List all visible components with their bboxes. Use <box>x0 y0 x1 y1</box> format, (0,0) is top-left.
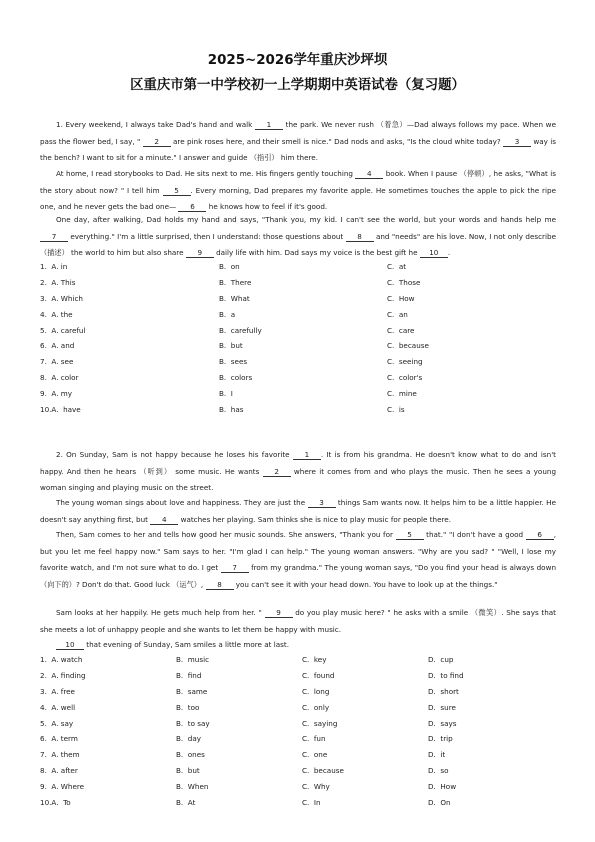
option-a[interactable]: 7. A. them <box>40 750 80 760</box>
option-c[interactable]: C. because <box>302 766 344 776</box>
option-a[interactable]: 2. A. This <box>40 277 76 287</box>
option-b[interactable]: B. carefully <box>219 325 262 335</box>
exam-title-line-1: 2025~2026学年重庆沙坪坝 <box>207 53 388 68</box>
option-c[interactable]: C. key <box>302 655 327 664</box>
option-row <box>40 703 560 719</box>
answer-blank: 7 <box>40 232 68 242</box>
answer-blank: 5 <box>163 186 191 196</box>
option-a[interactable]: 3. A. Which <box>40 293 83 303</box>
option-d[interactable]: D. sure <box>428 702 456 712</box>
passage-text: . <box>447 248 451 258</box>
option-a[interactable]: 8. A. after <box>40 766 78 776</box>
passage-2-paragraph-2 <box>40 495 556 528</box>
option-a[interactable]: 5. A. careful <box>40 325 86 335</box>
answer-blank: 3 <box>503 137 531 147</box>
option-c[interactable]: C. How <box>387 293 415 303</box>
option-row <box>40 389 560 405</box>
answer-blank: 2 <box>263 467 291 477</box>
passage-text: and "needs" are his love. Now, I not only describe （描述） the world to him but also share <box>40 231 556 258</box>
option-row <box>40 357 560 373</box>
passage-text: book. When I pause （停顿）, he asks, "What is the story about now? " I tell him <box>40 169 556 195</box>
passage-text: things Sam wants now. It helps him to be a little happier. He doesn't say anything first, but <box>40 498 556 524</box>
option-d[interactable]: D. it <box>428 750 446 760</box>
option-a[interactable]: 8. A. color <box>40 373 79 383</box>
option-c[interactable]: C. at <box>387 262 407 271</box>
option-row <box>40 262 560 278</box>
option-c[interactable]: C. fun <box>302 734 326 744</box>
option-b[interactable]: B. too <box>176 702 200 712</box>
option-row <box>40 405 560 421</box>
option-a[interactable]: 10.A. have <box>40 405 81 415</box>
option-b[interactable]: B. but <box>219 341 243 351</box>
option-c[interactable]: C. only <box>302 702 330 712</box>
option-c[interactable]: C. color's <box>387 373 423 383</box>
option-a[interactable]: 4. A. the <box>40 309 73 319</box>
answer-blank: 5 <box>396 530 424 540</box>
option-d[interactable]: D. to find <box>428 670 464 680</box>
passage-1-options <box>40 262 560 421</box>
option-c[interactable]: C. Why <box>302 782 330 792</box>
option-row <box>40 278 560 294</box>
option-b[interactable]: B. ones <box>176 750 205 760</box>
option-b[interactable]: B. There <box>219 277 252 287</box>
option-c[interactable]: C. In <box>302 798 321 808</box>
passage-text: everything." I'm a little surprised, then I understand: those questions about <box>68 231 346 241</box>
answer-blank: 1 <box>255 120 283 130</box>
option-a[interactable]: 1. A. watch <box>40 655 83 664</box>
option-c[interactable]: C. is <box>387 405 405 415</box>
passage-2-paragraph-4 <box>40 605 556 638</box>
passage-text: . It is from his grandma. He doesn't know what to do and isn't happy. And then he hears （听到） some music. He wants <box>40 450 556 476</box>
answer-blank: 4 <box>150 515 178 525</box>
option-d[interactable]: D. says <box>428 718 457 728</box>
passage-text: watches her playing. Sam thinks she is nice to play music for people there. <box>178 514 452 524</box>
answer-blank: 6 <box>178 202 206 212</box>
option-d[interactable]: D. short <box>428 686 459 696</box>
option-row <box>40 373 560 389</box>
option-b[interactable]: B. has <box>219 405 244 415</box>
option-row <box>40 687 560 703</box>
passage-text: At home, I read storybooks to Dad. He sits next to me. His fingers gently touching <box>56 169 356 178</box>
option-a[interactable]: 10.A. To <box>40 798 71 808</box>
answer-blank: 4 <box>355 169 383 179</box>
option-b[interactable]: B. I <box>219 389 233 399</box>
option-c[interactable]: C. care <box>387 325 415 335</box>
passage-text: , but you let me feel happy now." Sam says to her. "I'm glad I can help." The young woman answers. "Why are you sad? " "Well, I lose my favorite watch, and I'm not sure what to do. I get <box>40 530 556 573</box>
option-row <box>40 734 560 750</box>
passage-2-paragraph-5 <box>40 637 556 654</box>
option-a[interactable]: 4. A. well <box>40 702 76 712</box>
option-b[interactable]: B. same <box>176 686 208 696</box>
answer-blank: 6 <box>526 530 554 540</box>
option-b[interactable]: B. At <box>176 798 196 808</box>
passage-text: 1. Every weekend, I always take Dad's hand and walk <box>56 120 255 129</box>
passage-text: the park. We never rush （着急）—Dad always follows my pace. When we pass the flower bed, I say, " <box>40 120 556 146</box>
passage-text: he knows how to feel if it's good. <box>206 202 328 212</box>
passage-text: way is the bench? I want to sit for a minute." I answer and guide （指引） him there. <box>40 136 556 163</box>
option-row <box>40 719 560 735</box>
option-c[interactable]: C. Those <box>387 277 421 287</box>
option-c[interactable]: C. one <box>302 750 328 760</box>
option-d[interactable]: D. How <box>428 782 457 792</box>
answer-blank: 1 <box>293 450 321 460</box>
passage-text: where it comes from and who plays the music. Then he sees a young woman singing and playing music on the street. <box>40 466 557 493</box>
answer-blank: 9 <box>265 608 293 618</box>
passage-text: that." "I don't have a good <box>423 530 526 539</box>
option-a[interactable]: 7. A. see <box>40 357 74 367</box>
passage-text: daily life with him. Dad says my voice is the best gift he <box>213 248 420 258</box>
option-a[interactable]: 1. A. in <box>40 262 68 271</box>
option-b[interactable]: B. When <box>176 782 209 792</box>
option-d[interactable]: D. so <box>428 766 449 776</box>
option-c[interactable]: C. found <box>302 670 335 680</box>
answer-blank: 3 <box>308 498 336 508</box>
option-row <box>40 671 560 687</box>
option-b[interactable]: B. What <box>219 293 250 303</box>
option-c[interactable]: C. an <box>387 309 408 319</box>
option-b[interactable]: B. colors <box>219 373 253 383</box>
option-b[interactable]: B. music <box>176 655 210 664</box>
option-row <box>40 310 560 326</box>
option-a[interactable]: 2. A. finding <box>40 670 86 680</box>
option-a[interactable]: 9. A. Where <box>40 782 85 792</box>
passage-2-paragraph-1 <box>40 447 556 497</box>
answer-blank: 2 <box>143 137 171 147</box>
answer-blank: 7 <box>221 563 249 573</box>
option-d[interactable]: D. trip <box>428 734 453 744</box>
answer-blank: 8 <box>346 232 374 242</box>
option-row <box>40 766 560 782</box>
passage-1-paragraph-3 <box>40 212 556 262</box>
passage-text: from my grandma." The young woman says, "Do you find your head is always down （向下的）? Don't do that. Good luck （运气）, <box>40 563 556 590</box>
option-d[interactable]: D. cup <box>428 655 454 664</box>
passage-text: . Every morning, Dad prepares my favorite apple. He sometimes touches the apple to pick the ripe one, and he never gets the bad one— <box>40 185 556 212</box>
option-row <box>40 782 560 798</box>
answer-blank: 10 <box>56 640 84 650</box>
option-a[interactable]: 6. A. term <box>40 734 78 744</box>
option-b[interactable]: B. but <box>176 766 200 776</box>
option-row <box>40 341 560 357</box>
option-c[interactable]: C. long <box>302 686 330 696</box>
option-row <box>40 326 560 342</box>
passage-2-options <box>40 655 560 814</box>
passage-2-paragraph-3 <box>40 527 556 594</box>
option-c[interactable]: C. because <box>387 341 429 351</box>
option-d[interactable]: D. On <box>428 798 451 808</box>
passage-1-paragraph-1 <box>40 117 556 167</box>
option-b[interactable]: B. on <box>219 262 240 271</box>
passage-text: 2. On Sunday, Sam is not happy because he loses his favorite <box>56 450 293 459</box>
passage-text: do you play music here? " he asks with a smile （微笑）. She says that she meets a lot of unhappy people and she wants to let them be happy with music. <box>40 608 556 634</box>
passage-text: you can't see it with your head down. You have to look up at the things." <box>233 580 498 590</box>
passage-text: are pink roses here, and their smell is nice." Dad nods and asks, "Is the cloud white today? <box>170 136 504 146</box>
passage-text: Then, Sam comes to her and tells how good her music sounds. She answers, "Thank you for <box>56 530 396 539</box>
option-row <box>40 750 560 766</box>
answer-blank: 8 <box>206 580 234 590</box>
exam-title-line-2: 区重庆市第一中学校初一上学期期中英语试卷（复习题） <box>130 78 465 93</box>
option-a[interactable]: 6. A. and <box>40 341 75 351</box>
option-b[interactable]: B. find <box>176 670 202 680</box>
option-row <box>40 798 560 814</box>
option-c[interactable]: C. mine <box>387 389 417 399</box>
option-c[interactable]: C. seeing <box>387 357 423 367</box>
passage-1-paragraph-2 <box>40 166 556 216</box>
passage-text: that evening of Sunday, Sam smiles a little more at last. <box>84 640 290 649</box>
option-b[interactable]: B. day <box>176 734 202 744</box>
option-row <box>40 655 560 671</box>
option-b[interactable]: B. to say <box>176 718 210 728</box>
option-a[interactable]: 9. A. my <box>40 389 73 399</box>
option-a[interactable]: 3. A. free <box>40 686 75 696</box>
option-b[interactable]: B. sees <box>219 357 248 367</box>
passage-text: One day, after walking, Dad holds my hand and says, "Thank you, my kid. I can't see the world, but your words and hands help me <box>56 215 556 224</box>
option-c[interactable]: C. saying <box>302 718 338 728</box>
answer-blank: 9 <box>186 248 214 258</box>
option-a[interactable]: 5. A. say <box>40 718 74 728</box>
answer-blank: 10 <box>420 248 448 258</box>
option-b[interactable]: B. a <box>219 309 236 319</box>
passage-text: Sam looks at her happily. He gets much help from her. " <box>56 608 265 617</box>
passage-text: The young woman sings about love and happiness. They are just the <box>56 498 308 507</box>
option-row <box>40 294 560 310</box>
